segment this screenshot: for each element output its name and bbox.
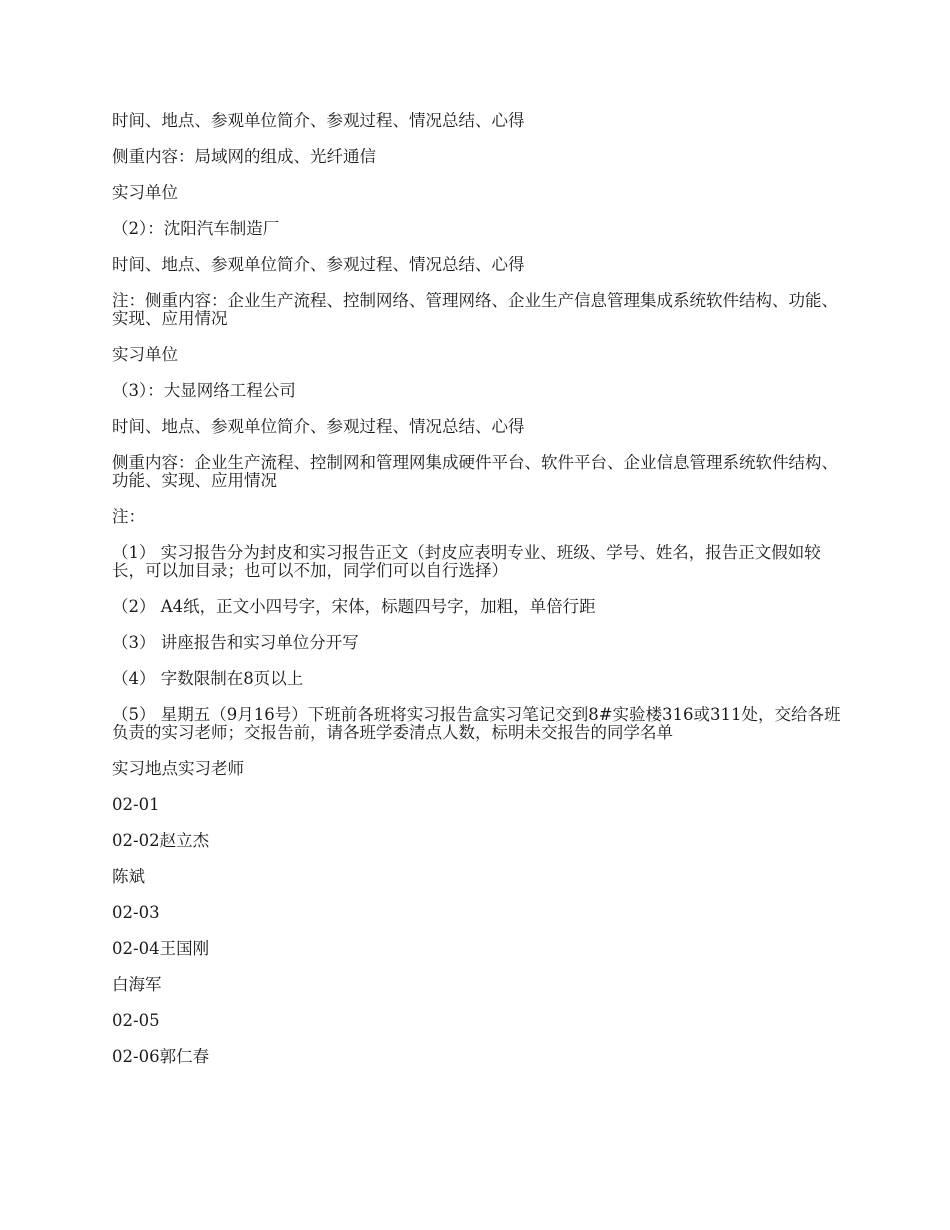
paragraph: 02-06郭仁春 — [112, 1047, 210, 1066]
paragraph: 注： — [112, 507, 145, 526]
paragraph: 02-04王国刚 — [112, 939, 210, 958]
paragraph: （5） 星期五（9月16号）下班前各班将实习报告盒实习笔记交到8#实验楼316或311处，交给各班负责的实习老师；交报告前，请各班学委清点人数，标明未交报告的同学名单 — [112, 705, 841, 742]
paragraph: （4） 字数限制在8页以上 — [112, 669, 304, 688]
paragraph: 侧重内容：企业生产流程、控制网和管理网集成硬件平台、软件平台、企业信息管理系统软件结构、功能、实现、应用情况 — [112, 453, 838, 490]
paragraph: 注：侧重内容：企业生产流程、控制网络、管理网络、企业生产信息管理集成系统软件结构、功能、实现、应用情况 — [112, 291, 838, 328]
paragraph: 白海军 — [112, 975, 162, 994]
paragraph: 实习地点实习老师 — [112, 759, 244, 778]
paragraph: 时间、地点、参观单位简介、参观过程、情况总结、心得 — [112, 255, 525, 274]
paragraph: （3） 讲座报告和实习单位分开写 — [112, 633, 359, 652]
paragraph: 侧重内容：局域网的组成、光纤通信 — [112, 147, 376, 166]
paragraph: 02-05 — [112, 1011, 160, 1030]
paragraph: 02-02赵立杰 — [112, 831, 210, 850]
paragraph: （1） 实习报告分为封皮和实习报告正文（封皮应表明专业、班级、学号、姓名，报告正文假如较长，可以加目录；也可以不加，同学们可以自行选择） — [112, 543, 821, 580]
paragraph: （2） A4纸，正文小四号字，宋体，标题四号字，加粗，单倍行距 — [112, 597, 596, 616]
paragraph: 实习单位 — [112, 183, 178, 202]
paragraph: 陈斌 — [112, 867, 145, 886]
paragraph: 02-03 — [112, 903, 160, 922]
paragraph: （3）：大显网络工程公司 — [112, 381, 296, 400]
paragraph: 时间、地点、参观单位简介、参观过程、情况总结、心得 — [112, 111, 525, 130]
paragraph: 实习单位 — [112, 345, 178, 364]
paragraph: 02-01 — [112, 795, 160, 814]
paragraph: 时间、地点、参观单位简介、参观过程、情况总结、心得 — [112, 417, 525, 436]
paragraph: （2）：沈阳汽车制造厂 — [112, 219, 280, 238]
